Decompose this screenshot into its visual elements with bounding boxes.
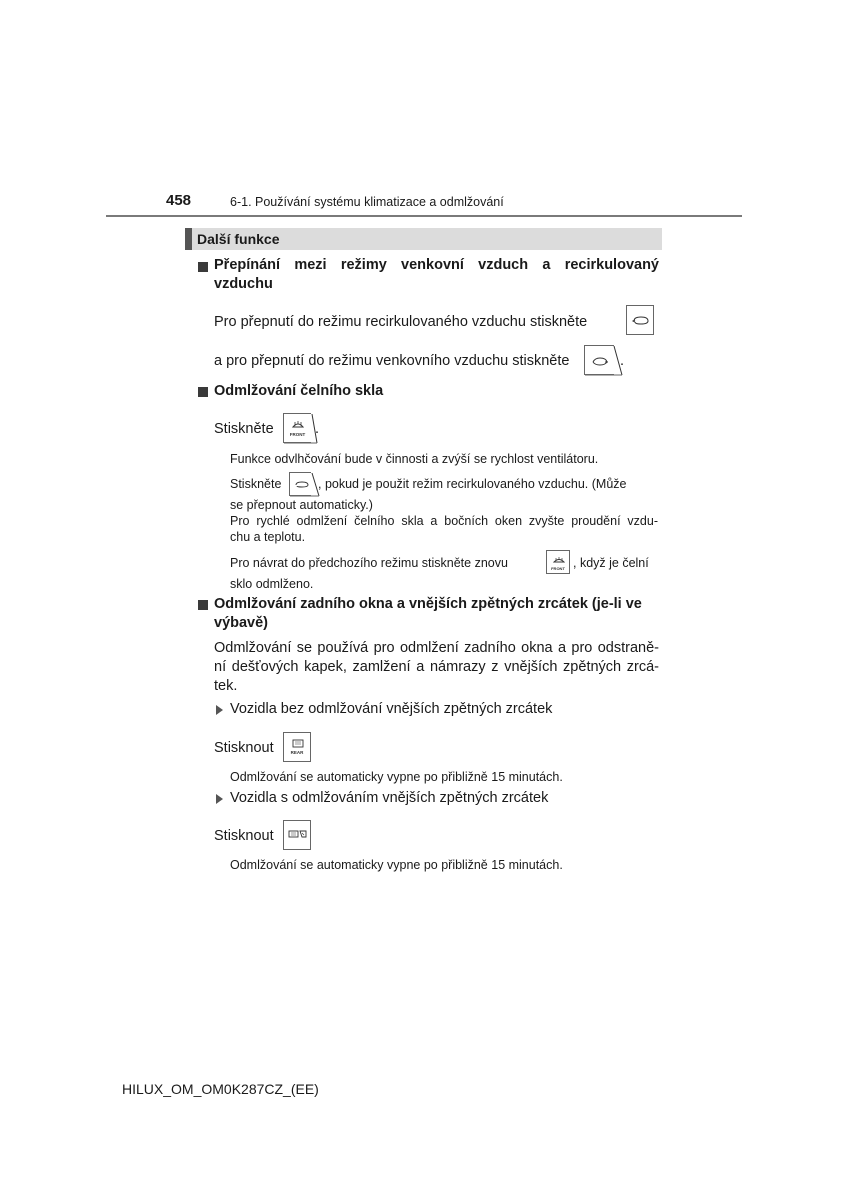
recirc-heading-line2: vzduchu <box>214 276 273 292</box>
chapter-title: 6-1. Používání systému klimatizace a odmlžování <box>230 195 504 209</box>
windshield-heading: Odmlžování čelního skla <box>214 383 384 399</box>
windshield-press: Stiskněte <box>214 421 274 437</box>
rear-sub-1: Vozidla bez odmlžování vnějších zpětných zrcátek <box>230 701 553 717</box>
rear-body-1: Odmlžování se používá pro odmlžení zadního okna a pro odstraně- <box>214 640 659 656</box>
section-title: Další funkce <box>197 231 280 247</box>
page-number: 458 <box>166 192 192 209</box>
front-label: FRONT <box>289 432 306 437</box>
windshield-note-4b: , když je čelní <box>573 556 649 570</box>
square-bullet-icon <box>198 262 208 272</box>
rear-heading-line1: Odmlžování zadního okna a vnějších zpětných zrcátek (je-li ve <box>214 596 642 612</box>
windshield-note-3a: Pro rychlé odmlžení čelního skla a bočních oken zvyšte proudění vzdu- <box>230 514 658 528</box>
front-label: FRONT <box>551 566 565 571</box>
rear-body-2: ní dešťových kapek, zamlžení a námrazy z vnějších zpětných zrcá- <box>214 659 659 675</box>
recirc-heading-line1: Přepínání mezi režimy venkovní vzduch a recirkulovaný <box>214 257 659 273</box>
header-divider <box>106 215 742 217</box>
recirc-text-1: Pro přepnutí do režimu recirkulovaného vzduchu stiskněte <box>214 314 588 330</box>
document-code: HILUX_OM_OM0K287CZ_(EE) <box>122 1081 319 1097</box>
windshield-note-3b: chu a teplotu. <box>230 530 306 544</box>
triangle-right-icon <box>216 794 223 804</box>
outside-text-end: . <box>620 353 625 369</box>
triangle-right-icon <box>216 705 223 715</box>
square-bullet-icon <box>198 387 208 397</box>
recirculated-air-button-icon <box>289 472 311 496</box>
rear-and-mirror-defogger-button-icon <box>283 820 311 850</box>
rear-note-1: Odmlžování se automaticky vypne po přibližně 15 minutách. <box>230 770 563 784</box>
windshield-press-end: . <box>315 421 320 437</box>
rear-heading-line2: výbavě) <box>214 615 269 631</box>
outside-text: a pro přepnutí do režimu venkovního vzduchu stiskněte <box>214 353 570 369</box>
rear-defogger-button-icon <box>283 732 311 762</box>
rear-label: REAR <box>290 750 304 755</box>
windshield-note-4c: sklo odmlženo. <box>230 577 314 591</box>
section-header <box>185 228 662 250</box>
windshield-note-2a: Stiskněte <box>230 477 282 491</box>
windshield-note-1: Funkce odvlhčování bude v činnosti a zvýší se rychlost ventilátoru. <box>230 452 599 466</box>
windshield-note-4a: Pro návrat do předchozího režimu stiskněte znovu <box>230 556 508 570</box>
front-defogger-button-icon <box>283 413 311 443</box>
windshield-note-2b: , pokud je použit režim recirkulovaného vzduchu. (Může <box>318 477 627 491</box>
square-bullet-icon <box>198 600 208 610</box>
rear-note-2: Odmlžování se automaticky vypne po přibližně 15 minutách. <box>230 858 563 872</box>
recirculated-air-button-icon <box>626 305 654 335</box>
rear-press-1: Stisknout <box>214 740 274 756</box>
front-defogger-button-icon <box>546 550 570 574</box>
rear-body-3: tek. <box>214 678 238 694</box>
windshield-note-2c: se přepnout automaticky.) <box>230 498 373 512</box>
section-accent <box>185 228 192 250</box>
rear-sub-2: Vozidla s odmlžováním vnějších zpětných zrcátek <box>230 790 549 806</box>
rear-press-2: Stisknout <box>214 828 274 844</box>
outside-air-button-icon <box>584 345 614 375</box>
